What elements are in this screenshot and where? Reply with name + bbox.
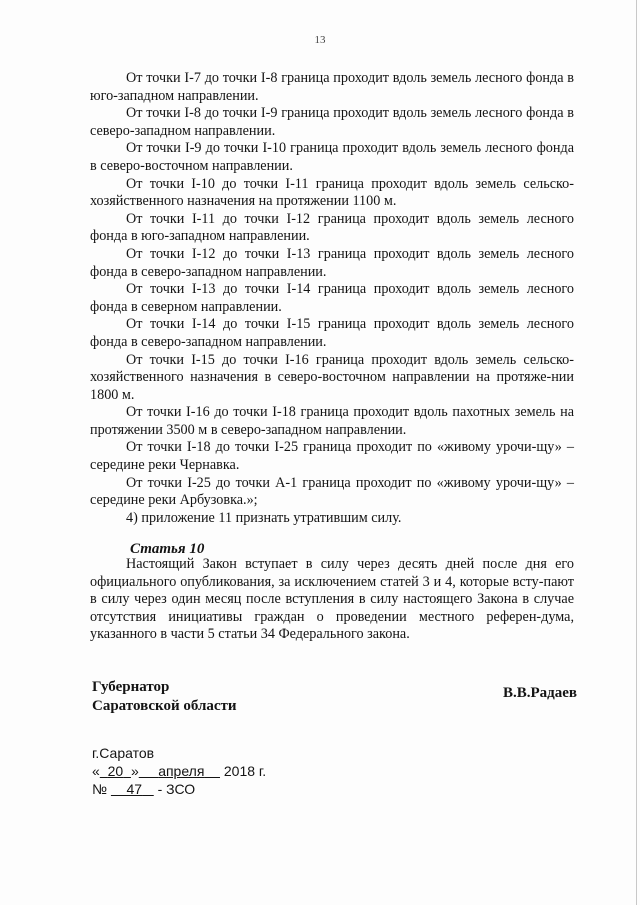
article-paragraph: Настоящий Закон вступает в силу через десять дней после дня его официального опубликования, за исключением статей 3 и 4, которые всту-пают в силу через один месяц после вступления в силу настоящего Закона в случае отсутствия инициативы граждан о проведении местного референ-дума, указанного в части 5 статьи 34 Федерального закона. — [90, 556, 574, 643]
boundary-description — [90, 70, 574, 527]
paragraph: От точки I-10 до точки I-11 граница проходит вдоль земель сельско-хозяйственного назначения на протяжении 1100 м. — [90, 175, 574, 210]
paragraph: От точки I-13 до точки I-14 граница проходит вдоль земель лесного фонда в северном направлении. — [90, 281, 574, 315]
issue-city: г.Саратов — [92, 745, 155, 761]
signatory-title-line: Саратовской области — [92, 698, 237, 714]
paragraph: От точки I-16 до точки I-18 граница проходит вдоль пахотных земель на протяжении 3500 м в северо-западном направлении. — [90, 404, 574, 438]
paragraph: 4) приложение 11 признать утратившим силу. — [126, 509, 402, 526]
paragraph: От точки I-25 до точки А-1 граница проходит по «живому урочи-щу» – середине реки Арбузовка.»; — [90, 474, 574, 509]
date-day: 20 — [107, 763, 124, 779]
number-prefix: № — [92, 781, 108, 797]
date-quote-close: » — [130, 763, 139, 779]
issue-number — [92, 781, 195, 797]
date-quote-open: « — [92, 763, 100, 779]
number-value: 47 — [126, 781, 143, 797]
paragraph: От точки I-15 до точки I-16 граница проходит вдоль земель сельско-хозяйственного назначения в северо-восточном направлении на протяже-нии 1800 м. — [90, 351, 574, 403]
issue-date — [92, 763, 266, 779]
date-year: 2018 г. — [223, 763, 267, 779]
paragraph: От точки I-12 до точки I-13 граница проходит вдоль земель лесного фонда в северо-западном направлении. — [90, 245, 574, 280]
page-number: 13 — [314, 34, 326, 46]
article-body — [90, 556, 574, 644]
paragraph: От точки I-14 до точки I-15 граница проходит вдоль земель лесного фонда в северо-западном направлении. — [90, 316, 574, 350]
paragraph: От точки I-9 до точки I-10 граница проходит вдоль земель лесного фонда в северо-восточном направлении. — [90, 140, 574, 174]
article-heading: Статья 10 — [130, 541, 205, 557]
date-month: апреля — [158, 763, 205, 779]
signatory-title — [92, 678, 237, 716]
signatory-title-line: Губернатор — [92, 679, 170, 695]
paragraph: От точки I-18 до точки I-25 граница проходит по «живому урочи-щу» – середине реки Чернавка. — [90, 439, 574, 474]
page-edge — [636, 0, 637, 905]
paragraph: От точки I-8 до точки I-9 граница проходит вдоль земель лесного фонда в северо-западном направлении. — [90, 105, 574, 139]
signatory-name: В.В.Радаев — [503, 685, 578, 701]
paragraph: От точки I-7 до точки I-8 граница проходит вдоль земель лесного фонда в юго-западном направлении. — [90, 70, 574, 104]
paragraph: От точки I-11 до точки I-12 граница проходит вдоль земель лесного фонда в юго-западном направлении. — [90, 210, 574, 245]
number-suffix: - ЗСО — [157, 781, 196, 797]
